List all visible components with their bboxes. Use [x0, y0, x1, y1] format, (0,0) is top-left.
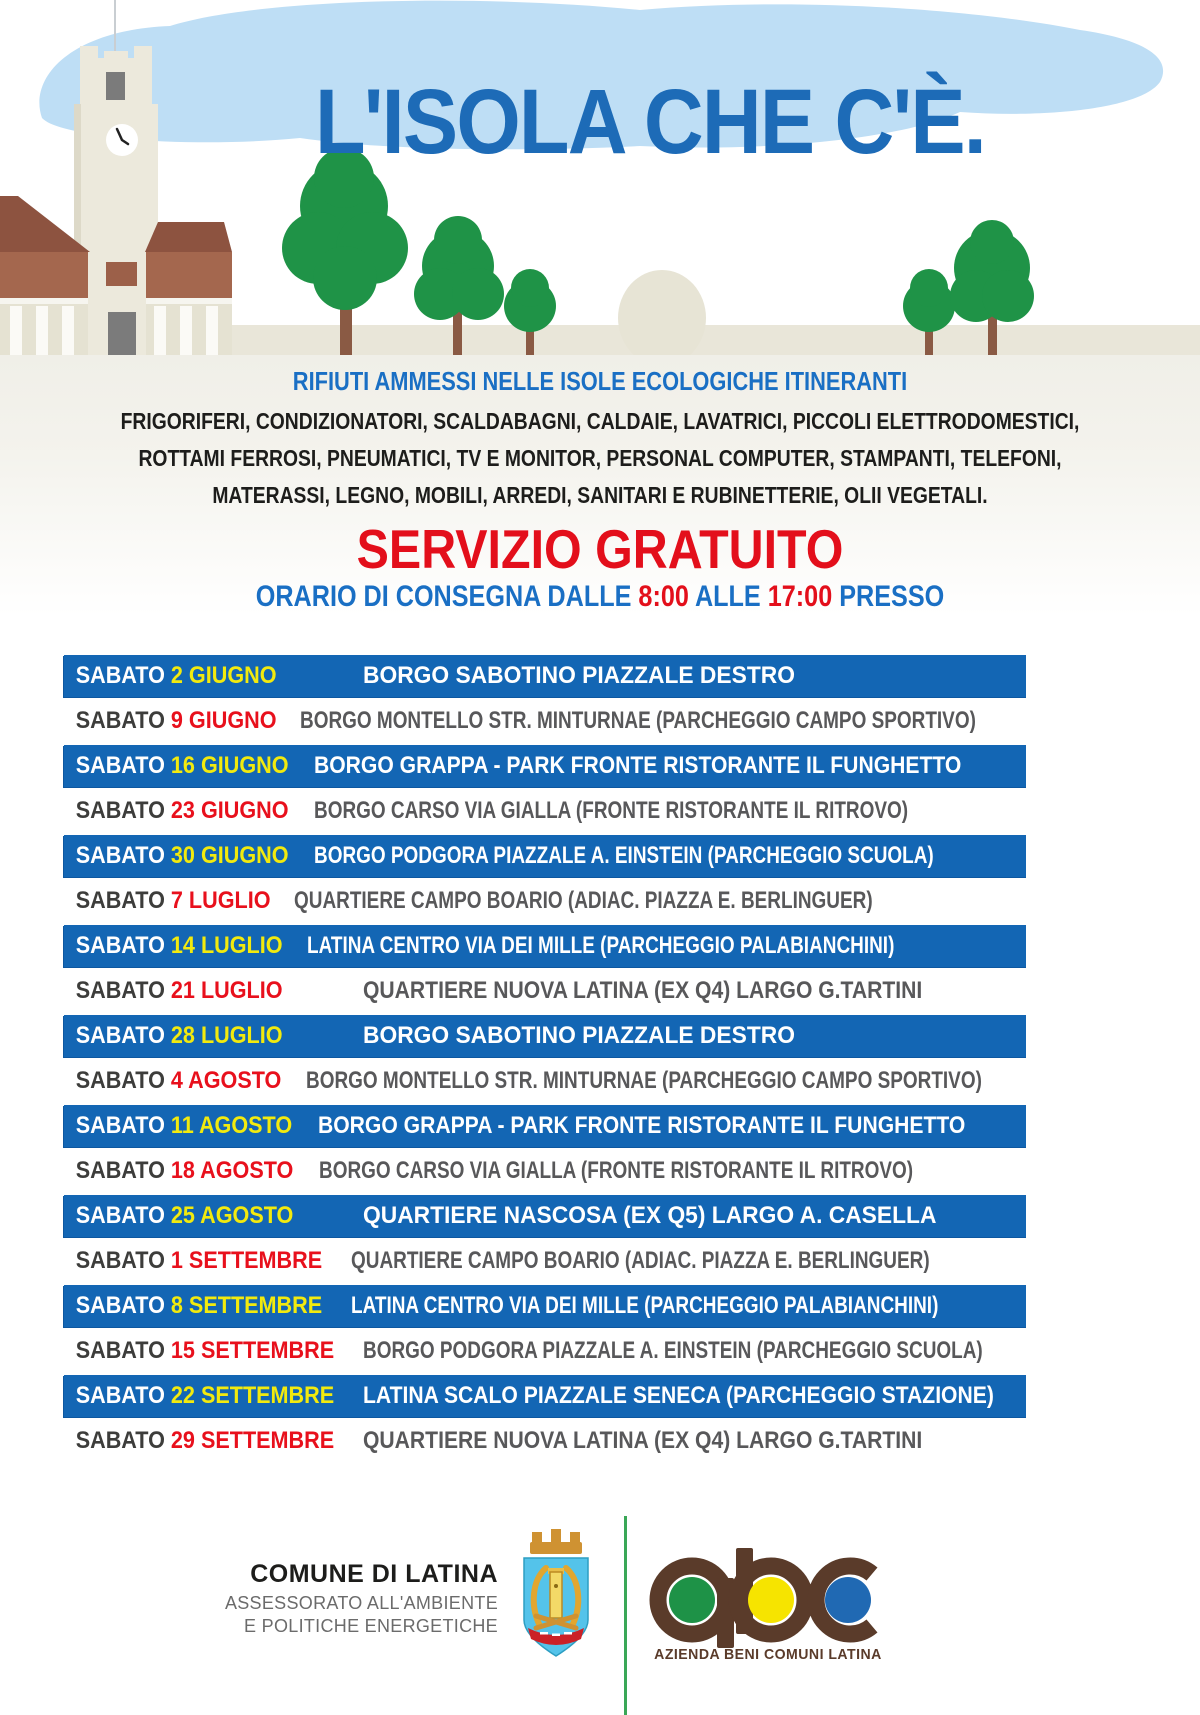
date-cell: [64, 977, 333, 1005]
date-cell: [64, 932, 283, 960]
date-cell: [64, 752, 289, 780]
day-label: SABATO: [75, 1247, 171, 1274]
date-label: 14 LUGLIO: [170, 932, 283, 959]
date-cell: [64, 887, 271, 915]
location-label: BORGO PODGORA PIAZZALE A. EINSTEIN (PARCHEGGIO SCUOLA): [313, 842, 934, 869]
date-cell: [64, 1292, 322, 1320]
delivery-hours-line: [96, 582, 1104, 612]
date-label: 8 SETTEMBRE: [170, 1292, 323, 1319]
schedule-table: [64, 655, 1026, 1465]
location-label: QUARTIERE NUOVA LATINA (EX Q4) LARGO G.TARTINI: [363, 1427, 923, 1454]
location-label: BORGO CARSO VIA GIALLA (FRONTE RISTORANTE IL RITROVO): [318, 1157, 913, 1184]
free-service-heading: SERVIZIO GRATUITO: [356, 518, 844, 580]
day-label: SABATO: [75, 662, 171, 689]
location-label: LATINA CENTRO VIA DEI MILLE (PARCHEGGIO PALABIANCHINI): [306, 932, 895, 959]
comune-dept-line: ASSESSORATO ALL'AMBIENTE: [224, 1593, 498, 1613]
schedule-row: [64, 971, 1026, 1011]
location-label: BORGO SABOTINO PIAZZALE DESTRO: [363, 662, 795, 689]
date-label: 7 LUGLIO: [170, 887, 271, 914]
location-label: QUARTIERE NUOVA LATINA (EX Q4) LARGO G.TARTINI: [363, 977, 923, 1004]
location-label: LATINA CENTRO VIA DEI MILLE (PARCHEGGIO PALABIANCHINI): [350, 1292, 939, 1319]
date-label: 2 GIUGNO: [170, 662, 277, 689]
abc-caption: AZIENDA BENI COMUNI LATINA: [654, 1646, 882, 1663]
allowed-waste-line: MATERASSI, LEGNO, MOBILI, ARREDI, SANITARI E RUBINETTERIE, OLII VEGETALI.: [212, 482, 988, 508]
date-cell: [64, 662, 333, 690]
day-label: SABATO: [75, 1022, 171, 1049]
day-label: SABATO: [75, 1292, 171, 1319]
date-cell: [64, 1157, 293, 1185]
location-label: BORGO GRAPPA - PARK FRONTE RISTORANTE IL FUNGHETTO: [313, 752, 961, 779]
schedule-row: [64, 655, 1026, 697]
date-label: 25 AGOSTO: [170, 1202, 294, 1229]
location-label: QUARTIERE CAMPO BOARIO (ADIAC. PIAZZA E. BERLINGUER): [350, 1247, 930, 1274]
location-label: QUARTIERE CAMPO BOARIO (ADIAC. PIAZZA E. BERLINGUER): [293, 887, 873, 914]
day-label: SABATO: [75, 1382, 171, 1409]
tree-icon: [282, 148, 408, 356]
location-label: BORGO GRAPPA - PARK FRONTE RISTORANTE IL FUNGHETTO: [317, 1112, 965, 1139]
allowed-waste-heading: RIFIUTI AMMESSI NELLE ISOLE ECOLOGICHE ITINERANTI: [292, 366, 908, 396]
comune-dept-line: E POLITICHE ENERGETICHE: [244, 1616, 498, 1636]
hours-suffix: PRESSO: [839, 580, 945, 613]
schedule-row: [64, 791, 1026, 831]
date-label: 18 AGOSTO: [170, 1157, 294, 1184]
schedule-row: [64, 881, 1026, 921]
hours-middle: ALLE: [694, 580, 761, 613]
schedule-row: [64, 1421, 1026, 1461]
date-cell: [64, 1202, 333, 1230]
schedule-row: [64, 1105, 1026, 1147]
end-time: 17:00: [767, 580, 833, 613]
date-label: 16 GIUGNO: [170, 752, 289, 779]
day-label: SABATO: [75, 1067, 171, 1094]
date-cell: [64, 1382, 333, 1410]
day-label: SABATO: [75, 932, 171, 959]
day-label: SABATO: [75, 977, 171, 1004]
comune-crest-icon: [515, 1524, 597, 1662]
day-label: SABATO: [75, 1337, 171, 1364]
schedule-row: [64, 1241, 1026, 1281]
town-illustration: [0, 0, 1200, 365]
mural-crown-icon: [530, 1529, 582, 1554]
hours-prefix: ORARIO DI CONSEGNA DALLE: [255, 580, 632, 613]
location-label: BORGO MONTELLO STR. MINTURNAE (PARCHEGGIO CAMPO SPORTIVO): [305, 1067, 982, 1094]
allowed-waste-line: ROTTAMI FERROSI, PNEUMATICI, TV E MONITOR, PERSONAL COMPUTER, STAMPANTI, TELEFONI,: [138, 445, 1062, 471]
abc-letter-c: [816, 1566, 872, 1634]
location-label: LATINA SCALO PIAZZALE SENECA (PARCHEGGIO STAZIONE): [363, 1382, 994, 1409]
date-label: 4 AGOSTO: [170, 1067, 282, 1094]
day-label: SABATO: [75, 1202, 171, 1229]
schedule-row: [64, 1061, 1026, 1101]
date-label: 21 LUGLIO: [170, 977, 283, 1004]
date-label: 11 AGOSTO: [170, 1112, 293, 1139]
tower-window: [106, 72, 125, 100]
date-label: 23 GIUGNO: [170, 797, 289, 824]
comune-name: COMUNE DI LATINA: [250, 1560, 498, 1588]
schedule-row: [64, 1375, 1026, 1417]
location-label: BORGO PODGORA PIAZZALE A. EINSTEIN (PARCHEGGIO SCUOLA): [363, 1337, 983, 1364]
location-label: BORGO MONTELLO STR. MINTURNAE (PARCHEGGIO CAMPO SPORTIVO): [300, 707, 977, 734]
schedule-row: [64, 1015, 1026, 1057]
date-cell: [64, 1067, 281, 1095]
date-cell: [64, 1337, 333, 1365]
date-cell: [64, 1247, 322, 1275]
date-label: 30 GIUGNO: [170, 842, 289, 869]
schedule-row: [64, 925, 1026, 967]
date-cell: [64, 842, 289, 870]
schedule-row: [64, 1195, 1026, 1237]
day-label: SABATO: [75, 842, 171, 869]
date-label: 9 GIUGNO: [170, 707, 277, 734]
schedule-row: [64, 1331, 1026, 1371]
date-cell: [64, 1427, 333, 1455]
day-label: SABATO: [75, 797, 171, 824]
allowed-waste-line: FRIGORIFERI, CONDIZIONATORI, SCALDABAGNI, CALDAIE, LAVATRICI, PICCOLI ELETTRODOMESTICI,: [120, 408, 1080, 434]
location-label: QUARTIERE NASCOSA (EX Q5) LARGO A. CASELLA: [363, 1202, 937, 1229]
location-label: BORGO SABOTINO PIAZZALE DESTRO: [363, 1022, 795, 1049]
schedule-row: [64, 1151, 1026, 1191]
schedule-row: [64, 745, 1026, 787]
day-label: SABATO: [75, 1427, 171, 1454]
abc-logo-icon: [648, 1548, 888, 1648]
date-label: 28 LUGLIO: [170, 1022, 283, 1049]
day-label: SABATO: [75, 1112, 171, 1139]
date-cell: [64, 797, 289, 825]
day-label: SABATO: [75, 707, 171, 734]
date-cell: [64, 1022, 333, 1050]
date-label: 22 SETTEMBRE: [170, 1382, 335, 1409]
date-label: 15 SETTEMBRE: [170, 1337, 335, 1364]
abc-letter-a: [658, 1566, 734, 1648]
day-label: SABATO: [75, 1157, 171, 1184]
start-time: 8:00: [638, 580, 689, 613]
day-label: SABATO: [75, 752, 171, 779]
day-label: SABATO: [75, 887, 171, 914]
schedule-row: [64, 701, 1026, 741]
location-label: BORGO CARSO VIA GIALLA (FRONTE RISTORANTE IL RITROVO): [313, 797, 908, 824]
date-label: 29 SETTEMBRE: [170, 1427, 335, 1454]
schedule-row: [64, 835, 1026, 877]
tower-door: [108, 312, 136, 356]
page-title: L'ISOLA CHE C'È.: [315, 71, 985, 173]
abc-letter-b: [736, 1548, 805, 1634]
date-cell: [64, 1112, 292, 1140]
date-label: 1 SETTEMBRE: [170, 1247, 323, 1274]
schedule-row: [64, 1285, 1026, 1327]
date-cell: [64, 707, 277, 735]
comune-logo-block: [140, 1560, 498, 1637]
bush-shape: [618, 270, 706, 365]
footer-divider: [624, 1516, 627, 1715]
